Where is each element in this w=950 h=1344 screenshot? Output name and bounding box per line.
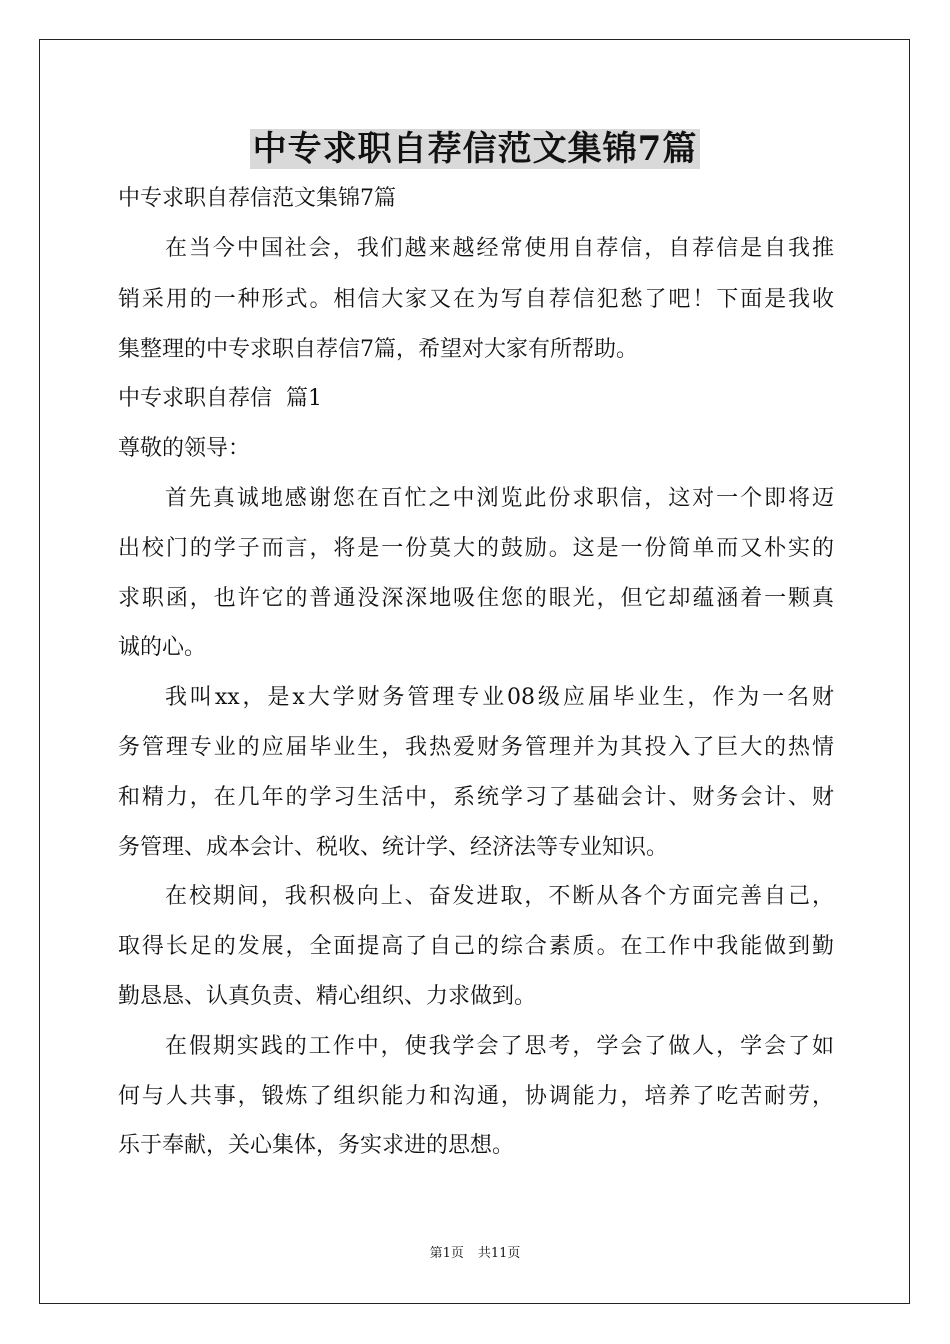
paragraph-line: 出校门的学子而言，将是一份莫大的鼓励。这是一份简单而又朴实的 xyxy=(118,536,834,561)
paragraph-line: 勤恳恳、认真负责、精心组织、力求做到。 xyxy=(118,984,537,1009)
paragraph-line: 首先真诚地感谢您在百忙之中浏览此份求职信，这对一个即将迈 xyxy=(165,486,834,511)
paragraph-line: 务管理、成本会计、税收、统计学、经济法等专业知识。 xyxy=(118,835,669,860)
page-total: 共11页 xyxy=(477,1246,521,1261)
paragraph-line: 我叫xx，是x大学财务管理专业08级应届毕业生，作为一名财 xyxy=(165,685,834,710)
paragraph-line: 诚的心。 xyxy=(118,635,207,660)
page-border xyxy=(39,39,910,1304)
paragraph-line: 在校期间，我积极向上、奋发进取，不断从各个方面完善自己， xyxy=(165,884,834,909)
document-title xyxy=(0,124,950,174)
page-number: 第1页 xyxy=(429,1246,464,1261)
paragraph-line: 求职函，也许它的普通没深深地吸住您的眼光，但它却蕴涵着一颗真 xyxy=(118,586,834,611)
section-heading: 中专求职自荐信 篇1 xyxy=(118,386,322,411)
paragraph-line: 取得长足的发展，全面提高了自己的综合素质。在工作中我能做到勤 xyxy=(118,934,834,959)
paragraph-line: 在当今中国社会，我们越来越经常使用自荐信，自荐信是自我推 xyxy=(165,236,834,261)
paragraph-line: 务管理专业的应届毕业生，我热爱财务管理并为其投入了巨大的热情 xyxy=(118,735,834,760)
salutation: 尊敬的领导： xyxy=(118,436,251,461)
paragraph-line: 乐于奉献，关心集体，务实求进的思想。 xyxy=(118,1133,515,1158)
document-title-text: 中专求职自荐信范文集锦7篇 xyxy=(250,129,701,169)
page-footer xyxy=(0,1245,950,1263)
paragraph-line: 和精力，在几年的学习生活中，系统学习了基础会计、财务会计、财 xyxy=(118,785,834,810)
paragraph-line: 集整理的中专求职自荐信7篇，希望对大家有所帮助。 xyxy=(118,337,638,362)
subtitle-line: 中专求职自荐信范文集锦7篇 xyxy=(118,186,396,211)
paragraph-line: 在假期实践的工作中，使我学会了思考，学会了做人，学会了如 xyxy=(165,1034,834,1059)
paragraph-line: 销采用的一种形式。相信大家又在为写自荐信犯愁了吧！下面是我收 xyxy=(118,287,834,312)
paragraph-line: 何与人共事，锻炼了组织能力和沟通，协调能力，培养了吃苦耐劳， xyxy=(118,1084,834,1109)
